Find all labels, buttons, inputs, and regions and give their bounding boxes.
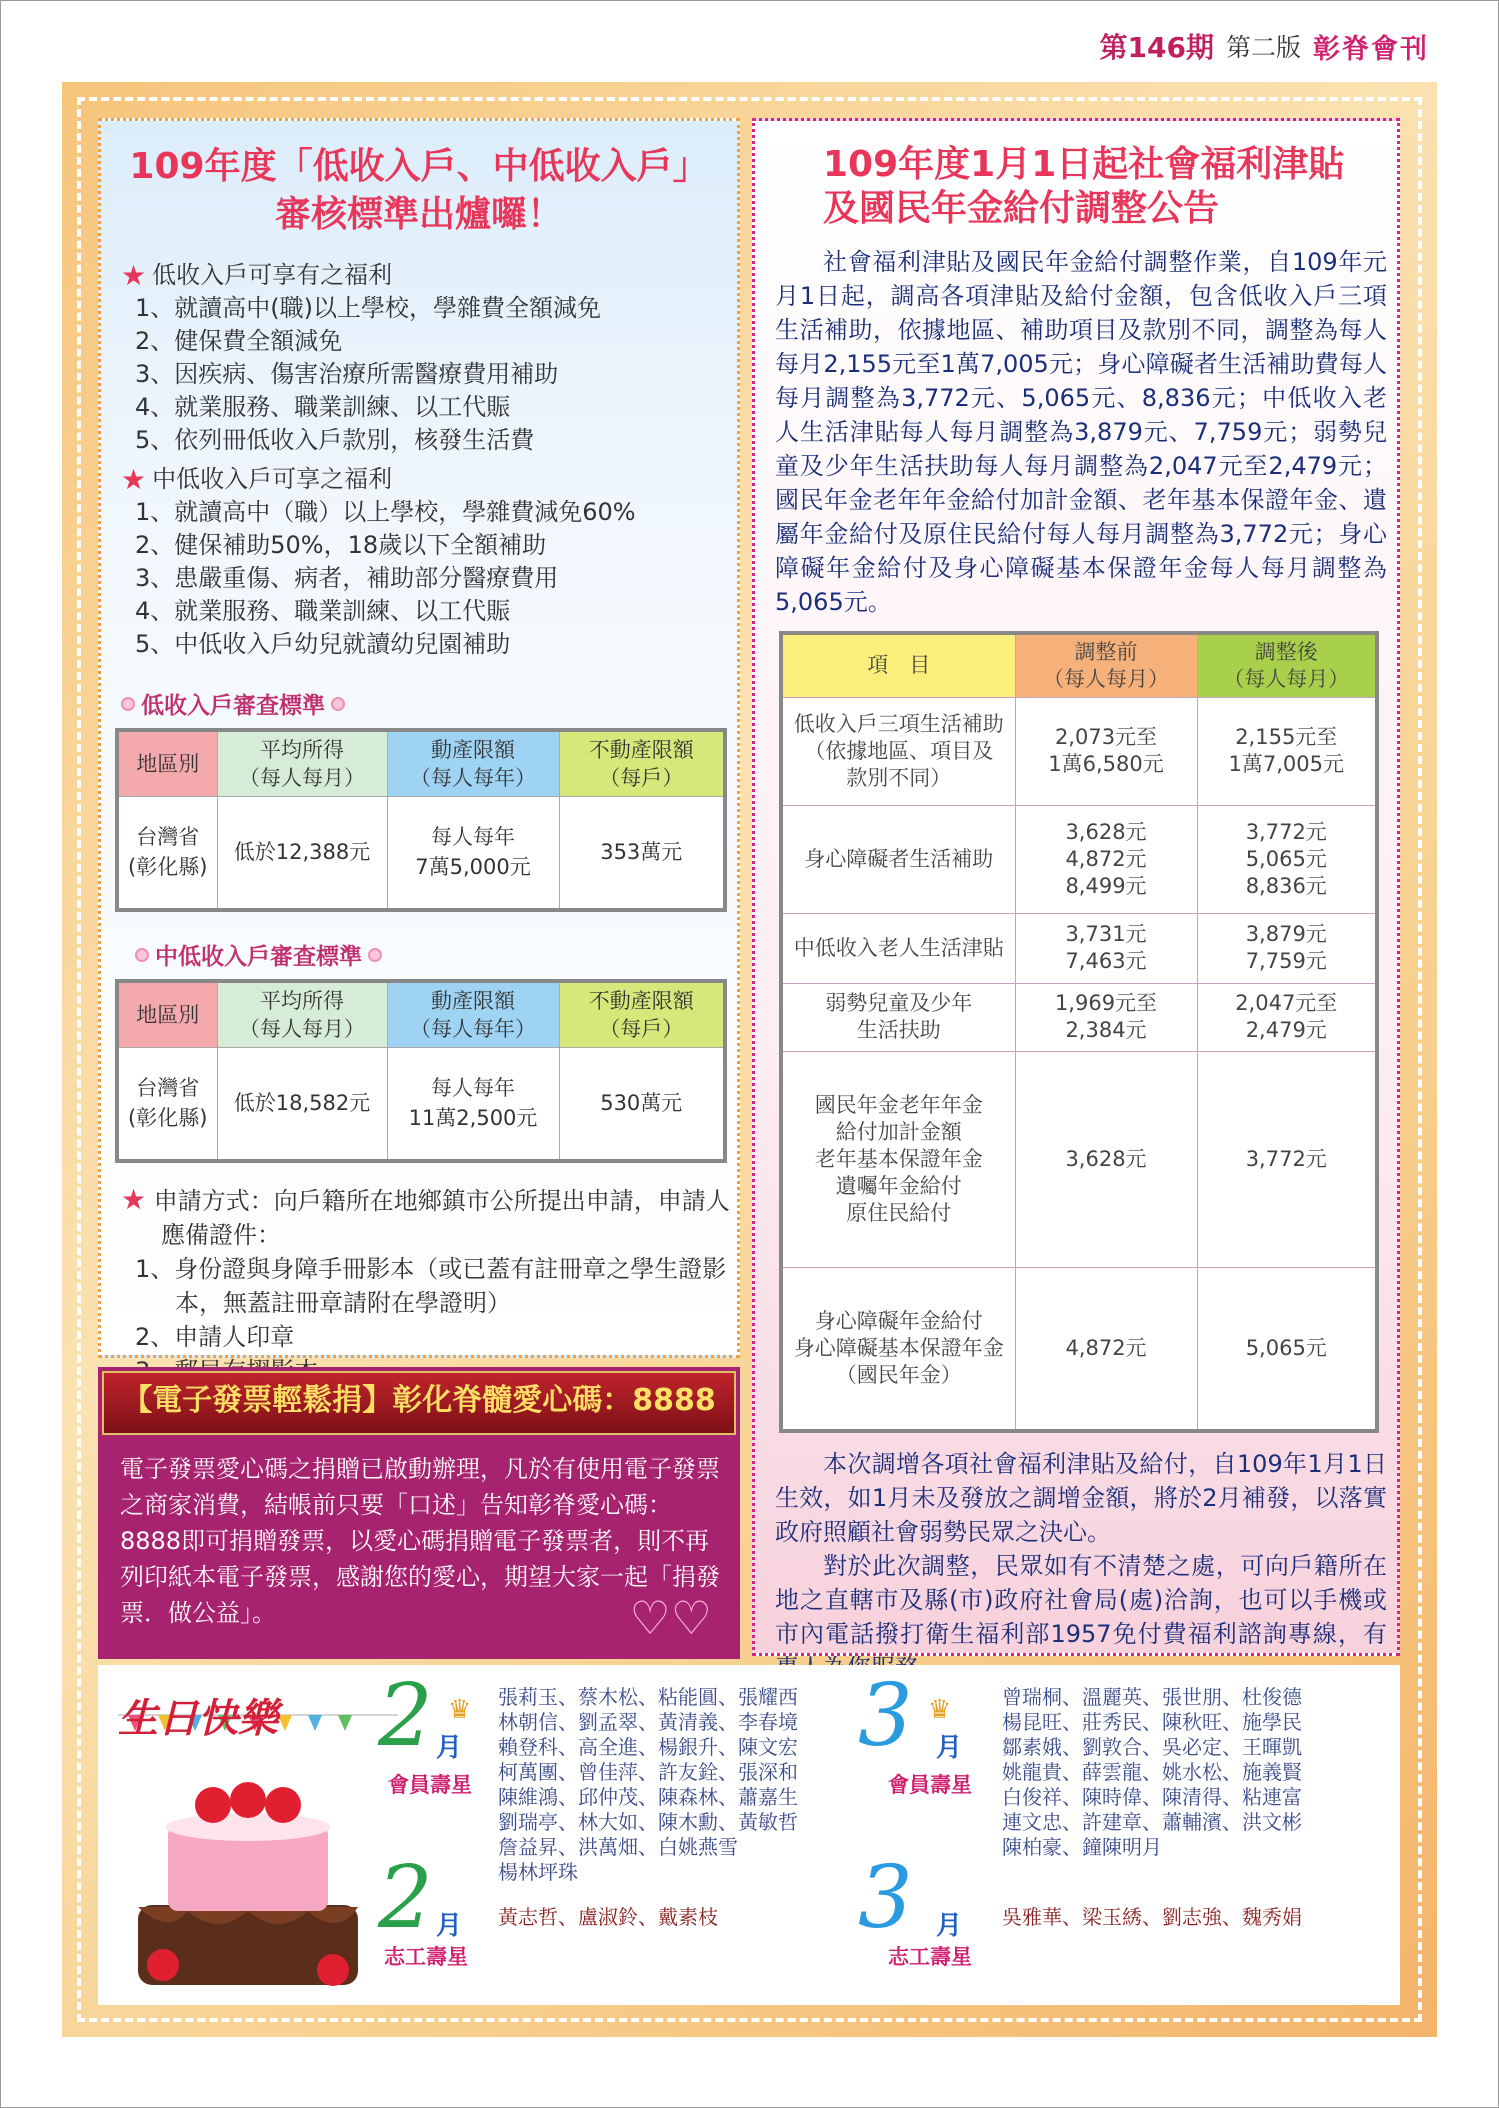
table-row	[781, 1051, 1377, 1267]
feb-volunteers-list: 黃志哲、盧淑鈴、戴素枝	[498, 1905, 718, 1929]
crown-icon: ♛	[448, 1695, 472, 1725]
table-cell: 1,969元至 2,384元	[1015, 983, 1197, 1051]
table-cell: 3,731元 7,463元	[1015, 913, 1197, 983]
adjustment-table: 項 目 調整前 （每人每月） 調整後 （每人每月） 低收入戶三項生活補助 （依據地區、項目及 款別不同） 2,073元至 1萬6,580元 2,155元至 1萬7,005元 身心障礙者生活補助 3,628元 4,872元 8,499元 3,772元 5,065元 8,836元 中低收入老人生活津貼 3,731元 7,463元 3,879元 7,759元 弱勢兒童及少年 生活扶助 1,969元至 2,384元 2,047元至 2,479元 國民年金老年年金 給付加計金額 老年基本保證年金 遺囑年金給付 原住民給付 3,628元 3,772元 身心障礙年金給付 身心障礙基本保證年金 （國民年金） 4,872元 5,065元	[779, 631, 1379, 1433]
mid-low-income-criteria-table: 地區別 平均所得 （每人每月） 動產限額 （每人每年） 不動產限額 （每戶） 台灣省 (彰化縣) 低於18,582元 每人每年 11萬2,500元 530萬元	[115, 979, 727, 1163]
einvoice-panel	[98, 1367, 740, 1659]
welfare-outro-2: 對於此次調整，民眾如有不清楚之處，可向戶籍所在地之直轄市及縣(市)政府社會局(處)洽詢，也可以手機或市內電話撥打衛生福利部1957免付費福利諮詢專線，有	[775, 1552, 1387, 1648]
low-income-criteria-table: 地區別 平均所得 （每人每月） 動產限額 （每人每年） 不動產限額 （每戶） 台灣省 (彰化縣) 低於12,388元 每人每年 7萬5,000元 353萬元	[115, 728, 727, 912]
month-label: 月	[936, 1911, 963, 1941]
table-row	[781, 1267, 1377, 1431]
feb-member-label: 會員壽星	[388, 1773, 472, 1797]
low-income-benefits	[121, 259, 737, 457]
list-item: 1、就讀高中(職)以上學校，學雜費全額減免	[135, 294, 601, 322]
feb-members-list: 張莉玉、蔡木松、粘能圓、張耀西 林朝信、劉孟翠、黃清義、李春境 賴登科、高全進、楊銀升、陳文宏 柯萬團、曾佳萍、許友銓、張深和 陳維鴻、邱仲茂、陳森林、蕭嘉生 劉瑞亭、林大如、陳木勳、黃敏哲 詹益昇、洪萬畑、白姚燕雪 楊林坪珠	[498, 1685, 798, 1884]
list-item: 4、就業服務、職業訓練、以工代賑	[135, 597, 511, 625]
list-item: 3、因疾病、傷害治療所需醫療費用補助	[135, 360, 559, 388]
mar-volunteer-label: 志工壽星	[888, 1945, 972, 1969]
list-item: 1、就讀高中（職）以上學校，學雜費減免60%	[135, 498, 636, 526]
feb-volunteer-number: 2	[378, 1848, 433, 1948]
table-cell: 4,872元	[1015, 1267, 1197, 1431]
table-cell: 3,772元 5,065元 8,836元	[1197, 805, 1377, 913]
crown-icon: ♛	[928, 1695, 952, 1725]
table-row	[781, 697, 1377, 805]
table-cell: 國民年金老年年金 給付加計金額 老年基本保證年金 遺囑年金給付 原住民給付	[781, 1051, 1015, 1267]
mid-low-income-benefits	[121, 463, 737, 661]
feb-number: 2	[378, 1666, 433, 1766]
title-line-2: 審核標準出爐囉！	[274, 194, 563, 235]
section-heading: 中低收入戶可享之福利	[152, 465, 393, 493]
month-label: 月	[436, 1911, 463, 1941]
table-cell: 中低收入老人生活津貼	[781, 913, 1015, 983]
title-line-1: 109年度「低收入戶、中低收入戶」	[129, 146, 709, 187]
month-label: 月	[936, 1733, 963, 1763]
mid-low-income-criteria-label: 中低收入戶審查標準	[135, 938, 737, 971]
star-icon: ★	[121, 1183, 147, 1216]
welfare-intro: 社會福利津貼及國民年金給付調整作業，自109年元月1日起，調高各項津貼及給付金額，包含低收入戶三項生活補助，依據地區、補助項目及款別不同，調整為每人每月2,155元至1萬7,005元；身心障礙者生活補助費每人每月調整為3,772元、5,065元、8,836元；中低收入老人生活津貼每人每月調整為3,879元、7,759元；弱勢兒童及少年生活扶助每人每月調整為2,047元至2,479元；國民年金老年年金給付加計金額、老年基本保證年金、遺屬年金給付及原住民給付每人每月調整為3,772元；身心障礙年金給付及身心障礙基本保證年金每人每月調整為5,065元。	[775, 248, 1387, 616]
table-row	[781, 913, 1377, 983]
table-cell: 身心障礙者生活補助	[781, 805, 1015, 913]
table-cell: 3,628元	[1015, 1051, 1197, 1267]
welfare-outro-1: 本次調增各項社會福利津貼及給付，自109年1月1日生效，如1月未及發放之調增金額，將於2月補發，以落實政府照顧社會弱勢民眾之決心。	[775, 1450, 1387, 1546]
welfare-title: 109年度1月1日起社會福利津貼 及國民年金給付調整公告	[823, 144, 1345, 229]
list-item: 4、就業服務、職業訓練、以工代賑	[135, 393, 511, 421]
low-income-criteria-label: 低收入戶審查標準	[121, 687, 737, 720]
edition-label: 第二版	[1225, 33, 1301, 62]
birthday-title: 生日快樂	[118, 1696, 278, 1742]
table-cell: 身心障礙年金給付 身心障礙基本保證年金 （國民年金）	[781, 1267, 1015, 1431]
section-heading: 低收入戶可享有之福利	[152, 261, 393, 289]
issue-number: 第146期	[1099, 31, 1214, 64]
low-income-panel	[98, 118, 740, 1358]
table-cell: 2,073元至 1萬6,580元	[1015, 697, 1197, 805]
table-cell: 弱勢兒童及少年 生活扶助	[781, 983, 1015, 1051]
mar-number: 3	[858, 1666, 913, 1766]
list-item: 2、健保補助50%，18歲以下全額補助	[135, 531, 547, 559]
table-cell: 3,772元	[1197, 1051, 1377, 1267]
table-cell: 2,047元至 2,479元	[1197, 983, 1377, 1051]
hearts-icon: ♡♡	[629, 1591, 712, 1645]
mar-member-label: 會員壽星	[888, 1773, 972, 1797]
low-income-title	[101, 143, 737, 239]
einvoice-title: 【電子發票輕鬆捐】彰化脊髓愛心碼：8888	[102, 1371, 736, 1435]
list-item: 5、中低收入戶幼兒就讀幼兒園補助	[135, 630, 511, 658]
mar-volunteers-list: 吳雅華、梁玉綉、劉志強、魏秀娟	[1002, 1905, 1302, 1929]
mar-members-list: 曾瑞桐、溫麗英、張世朋、杜俊德 楊昆旺、莊秀民、陳秋旺、施學民 鄒素娥、劉敦合、吳必定、王暉凱 姚龍貴、薛雲龍、姚水松、施義賢 白俊祥、陳時偉、陳清得、粘連富 連文忠、許建章、蕭輔濱、洪文彬 陳柏豪、鐘陳明月	[1002, 1685, 1302, 1859]
table-cell: 2,155元至 1萬7,005元	[1197, 697, 1377, 805]
list-item: 2、健保費全額減免	[135, 327, 343, 355]
star-icon: ★	[121, 463, 147, 496]
table-cell: 3,628元 4,872元 8,499元	[1015, 805, 1197, 913]
welfare-adjustment-panel	[752, 118, 1400, 1656]
star-icon: ★	[121, 259, 147, 292]
application-method: ★ 申請方式：向戶籍所在地鄉鎮市公所提出申請，申請人應備證件： 1、身份證與身障手冊影本（或已蓋有註冊章之學生證影本，無蓋註冊章請附在學證明） 2、申請人印章	[121, 1183, 730, 1351]
list-item: 5、依列冊低收入戶款別，核發生活費	[135, 426, 535, 454]
month-label: 月	[436, 1733, 463, 1763]
einvoice-body: 電子發票愛心碼之捐贈已啟動辦理，凡於有使用電子發票之商家消費，結帳前只要「口述」告知彰脊愛心碼：8888即可捐贈發票，以愛心碼捐贈電子發票者，則不再列印紙本電子發票，感謝您的愛心，期望大家一起「捐發票．做公益」。	[120, 1455, 720, 1627]
feb-volunteer-label: 志工壽星	[384, 1945, 468, 1969]
table-cell: 低收入戶三項生活補助 （依據地區、項目及 款別不同）	[781, 697, 1015, 805]
masthead	[1100, 26, 1429, 66]
table-cell: 5,065元	[1197, 1267, 1377, 1431]
mar-volunteer-number: 3	[858, 1848, 913, 1948]
brand-logo: 彰脊會刊	[1313, 33, 1429, 65]
table-row	[781, 805, 1377, 913]
list-item: 3、患嚴重傷、病者，補助部分醫療費用	[135, 564, 559, 592]
birthday-section	[98, 1665, 1400, 2005]
table-row	[781, 983, 1377, 1051]
table-cell: 3,879元 7,759元	[1197, 913, 1377, 983]
